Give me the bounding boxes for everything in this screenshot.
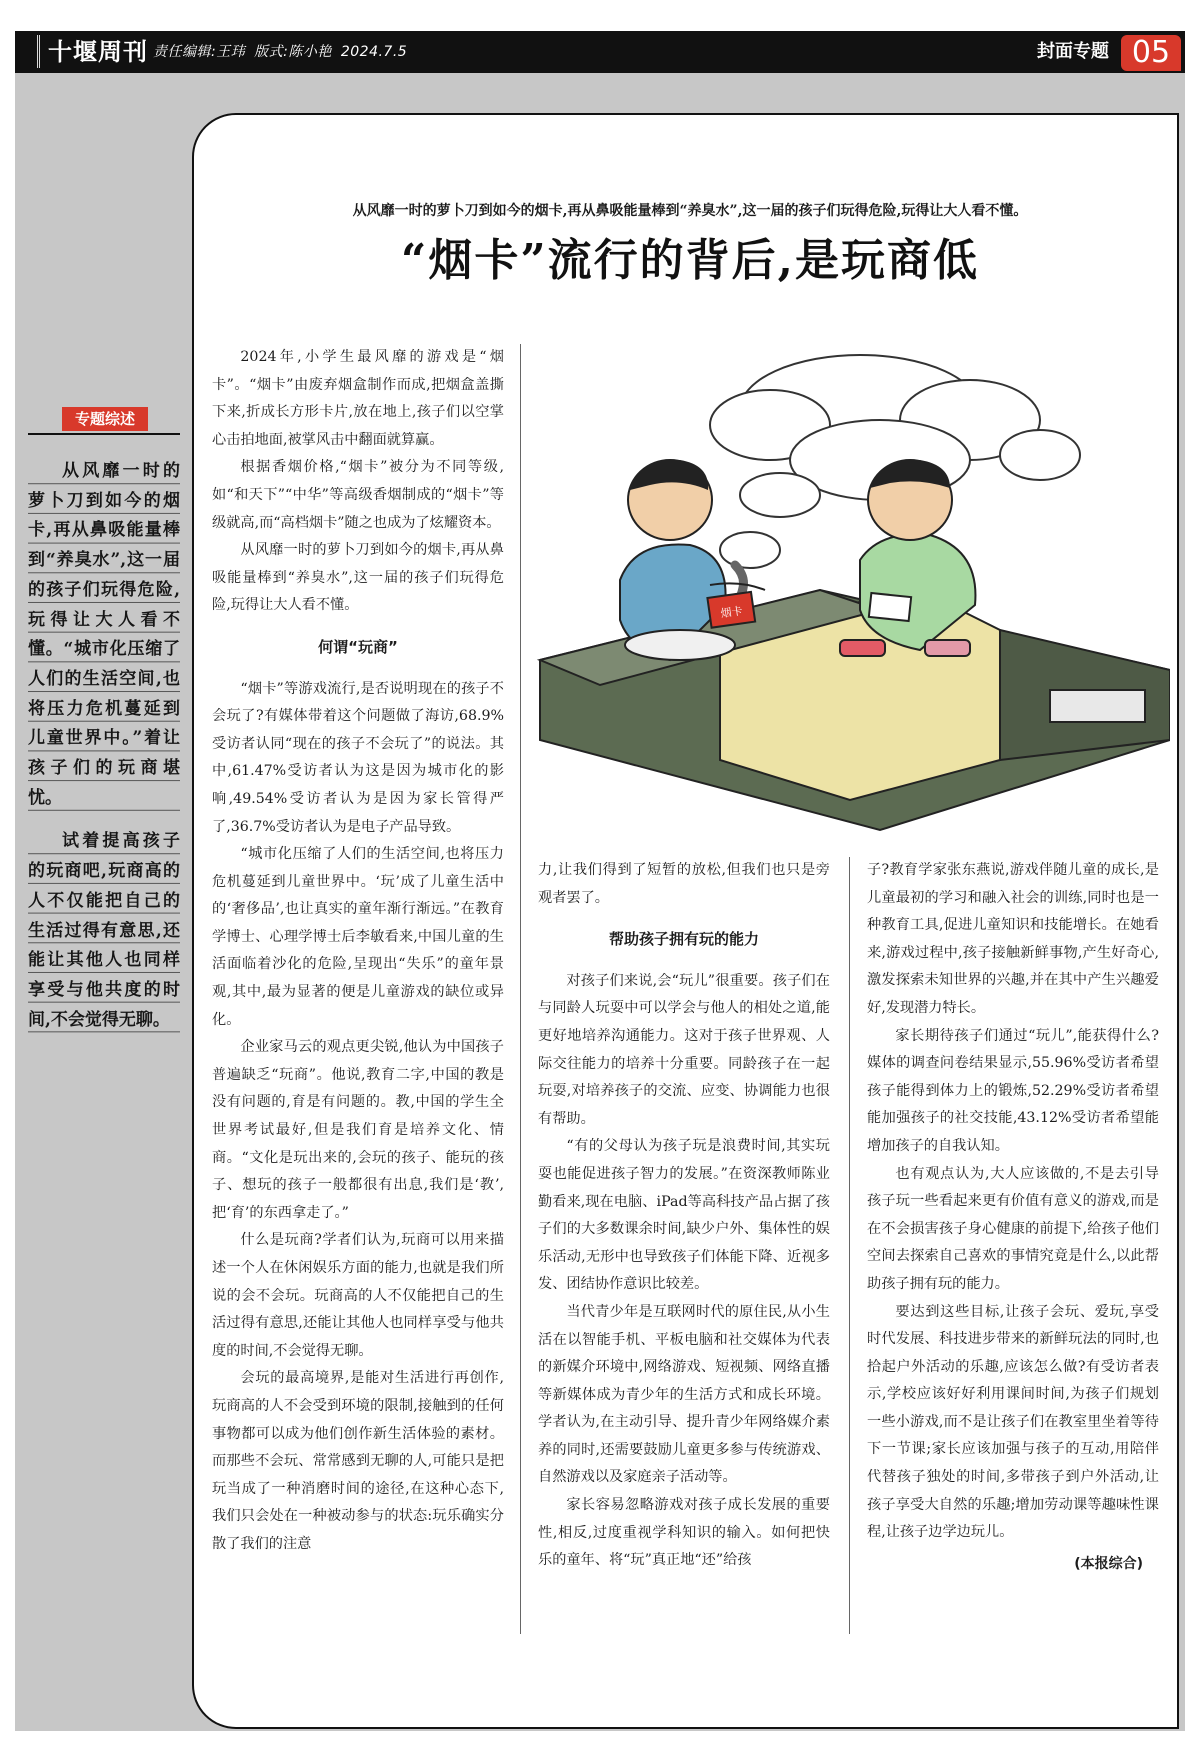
article-subtitle: 从风靡一时的萝卜刀到如今的烟卡,再从鼻吸能量棒到“养臭水”,这一届的孩子们玩得危险,玩得让大人看不懂。	[352, 203, 1028, 219]
sidebar-paragraph: 从风靡一时的萝卜刀到如今的烟卡,再从鼻吸能量棒到“养臭水”,这一届的孩子们玩得危险,玩得让大人看不懂。“城市化压缩了人们的生活空间,也将压力危机蔓延到儿童世界中。”着让孩子们的玩商堪忧。	[28, 457, 180, 813]
credits	[153, 31, 411, 73]
masthead: 十堰周刊	[37, 35, 156, 68]
section-heading: 何谓“玩商”	[318, 637, 398, 656]
white-card	[869, 593, 911, 621]
paragraph: 也有观点认为,大人应该做的,不是去引导孩子玩一些看起来更有价值有意义的游戏,而是在不会损害孩子身心健康的前提下,给孩子他们空间去探索自己喜欢的事情究竟是什么,以此帮助孩子拥有玩的能力。	[867, 1165, 1159, 1292]
layout-credit: 版式:陈小艳	[254, 44, 332, 60]
paragraph: 会玩的最高境界,是能对生活进行再创作,玩商高的人不会受到环境的限制,接触到的任何事物都可以成为他们创作新生活体验的素材。而那些不会玩、常常感到无聊的人,可能只是把玩当成了一种消磨时间的途径,在这种心态下,我们只会处在一种被动参与的状态:玩乐确实分散了我们的注意	[212, 1370, 504, 1552]
paragraph: 企业家马云的观点更尖锐,他认为中国孩子普遍缺乏“玩商”。他说,教育二字,中国的教是没有问题的,育是有问题的。教,中国的学生全世界考试最好,但是我们育是培养文化、情商。“文化是玩出来的,会玩的孩子、能玩的孩子、想玩的孩子一般都很有出息,我们是‘教’,把‘育’的东西拿走了。”	[212, 1039, 504, 1221]
source-credit: (本报综合)	[1074, 1555, 1143, 1572]
cartoon-illustration	[520, 340, 1170, 840]
paragraph: 子?教育学家张东燕说,游戏伴随儿童的成长,是儿童最初的学习和融入社会的训练,同时也是一种教育工具,促进儿童知识和技能增长。在她看来,游戏过程中,孩子接触新鲜事物,产生好奇心,激发探索未知世界的兴趣,并在其中产生兴趣爱好,发现潜力特长。	[867, 862, 1159, 1016]
paragraph: “有的父母认为孩子玩是浪费时间,其实玩耍也能促进孩子智力的发展。”在资深教师陈业勤看来,现在电脑、iPad等高科技产品占据了孩子们的大多数课余时间,缺少户外、集体性的娱乐活动,无形中也导致孩子们体能下降、近视多发、团结协作意识比较差。	[538, 1138, 830, 1293]
page-number: 05	[1121, 35, 1181, 71]
card-label: 烟卡	[719, 604, 744, 621]
sidebar-label: 专题综述	[62, 407, 148, 431]
smoke-card	[707, 592, 755, 628]
sidebar-paragraph: 试着提高孩子的玩商吧,玩商高的人不仅能把自己的生活过得有意思,还能让其他人也同样享受与他共度的时间,不会觉得无聊。	[28, 827, 180, 1035]
issue-date: 2024.7.5	[340, 44, 408, 60]
article-column-2	[538, 857, 830, 1637]
paragraph: 要达到这些目标,让孩子会玩、爱玩,享受时代发展、科技进步带来的新鲜玩法的同时,也拾起户外活动的乐趣,应该怎么做?有受访者表示,学校应该好好利用课间时间,为孩子们规划一些小游戏,而不是让孩子们在教室里坐着等待下一节课;家长应该加强与孩子的互动,用陪伴代替孩子独处的时间,多带孩子到户外活动,让孩子享受大自然的乐趣;增加劳动课等趣味性课程,让孩子边学边玩儿。	[867, 1303, 1159, 1541]
paragraph: 2024年,小学生最风靡的游戏是“烟卡”。“烟卡”由废弃烟盒制作而成,把烟盒盖撕下来,折成长方形卡片,放在地上,孩子们以空掌心击拍地面,被掌风击中翻面就算赢。	[212, 349, 504, 448]
column-divider	[849, 857, 850, 1634]
paragraph: 什么是玩商?学者们认为,玩商可以用来描述一个人在休闲娱乐方面的能力,也就是我们所说的会不会玩。玩商高的人不仅能把自己的生活过得有意思,还能让其他人也同样享受与他共度的时间,不会觉得无聊。	[212, 1232, 504, 1359]
section-heading: 帮助孩子拥有玩的能力	[608, 930, 759, 949]
paragraph: 根据香烟价格,“烟卡”被分为不同等级,如“和天下”“中华”等高级香烟制成的“烟卡”等级就高,而“高档烟卡”随之也成为了炫耀资本。	[212, 459, 504, 531]
paragraph: 家长期待孩子们通过“玩儿”,能获得什么?媒体的调查问卷结果显示,55.96%受访者希望孩子能得到体力上的锻炼,52.29%受访者希望能加强孩子的社交技能,43.12%受访者希望能增加孩子的自我认知。	[867, 1027, 1159, 1154]
paragraph: 从风靡一时的萝卜刀到如今的烟卡,再从鼻吸能量棒到“养臭水”,这一届的孩子们玩得危险,玩得让大人看不懂。	[212, 542, 504, 614]
paragraph: 力,让我们得到了短暂的放松,但我们也只是旁观者罢了。	[538, 862, 830, 906]
article-column-1	[212, 344, 504, 1634]
article-title: “烟卡”流行的背后,是玩商低	[401, 235, 979, 286]
paragraph: 家长容易忽略游戏对孩子成长发展的重要性,相反,过度重视学科知识的输入。如何把快乐的童年、将“玩”真正地“还”给孩	[538, 1497, 830, 1569]
sidebar-rule	[28, 433, 180, 435]
sidebar-summary	[28, 457, 180, 1035]
paragraph: 对孩子们来说,会“玩儿”很重要。孩子们在与同龄人玩耍中可以学会与他人的相处之道,能更好地培养沟通能力。这对于孩子世界观、人际交往能力的培养十分重要。同龄孩子在一起玩耍,对培养孩子的交流、应变、协调能力也很有帮助。	[538, 972, 830, 1127]
editor-credit: 责任编辑:王玮	[153, 44, 246, 60]
section-name: 封面专题	[1037, 41, 1109, 62]
page-header	[15, 31, 1185, 73]
article-column-3	[867, 857, 1159, 1637]
paragraph: 当代青少年是互联网时代的原住民,从小生活在以智能手机、平板电脑和社交媒体为代表的新媒介环境中,网络游戏、短视频、网络直播等新媒体成为青少年的生活方式和成长环境。学者认为,在主动引导、提升青少年网络媒介素养的同时,还需要鼓励儿童更多参与传统游戏、自然游戏以及家庭亲子活动等。	[538, 1303, 830, 1486]
paragraph: “烟卡”等游戏流行,是否说明现在的孩子不会玩了?有媒体带着这个问题做了海访,68.9%受访者认同“现在的孩子不会玩了”的说法。其中,61.47%受访者认为这是因为城市化的影响,49.54%受访者认为是因为家长管得严了,36.7%受访者认为是电子产品导致。	[212, 680, 504, 835]
paragraph: “城市化压缩了人们的生活空间,也将压力危机蔓延到儿童世界中。‘玩’成了儿童生活中的‘奢侈品’,也让真实的童年渐行渐远。”在教育学博士、心理学博士后李敏看来,中国儿童的生活面临着沙化的危险,呈现出“失乐”的童年景观,其中,最为显著的便是儿童游戏的缺位或异化。	[212, 846, 504, 1028]
